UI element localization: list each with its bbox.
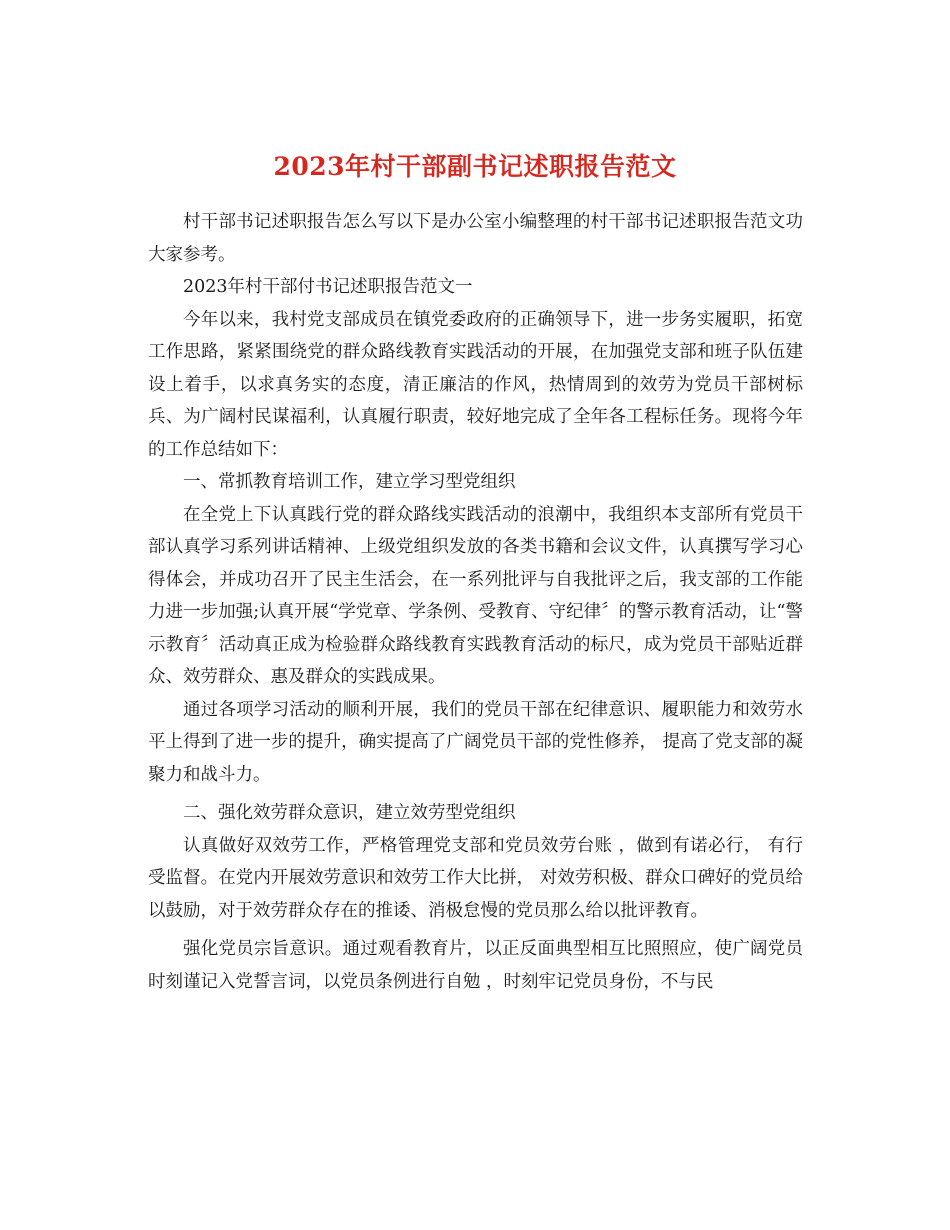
document-body: [148, 206, 803, 998]
paragraph-intro: 村干部书记述职报告怎么写以下是办公室小编整理的村干部书记述职报告范文功大家参考。: [148, 212, 803, 265]
section-heading-example-one: 2023年村干部付书记述职报告范文一: [183, 277, 473, 297]
paragraph-education: 在全党上下认真践行党的群众路线实践活动的浪潮中，我组织本支部所有党员干部认真学习系列讲话精神、上级党组织发放的各类书籍和会议文件，认真撰写学习心得体会，并成功召开了民主生活会，在一系列批评与自我批评之后，我支部的工作能力进一步加强;认真开展“学党章、学条例、受教育、守纪律〞的警示教育活动，让“警示教育〞活动真正成为检验群众路线教育实践教育活动的标尺，成为党员干部贴近群众、效劳群众、惠及群众的实践成果。: [148, 504, 803, 687]
paragraph-learning-results: 通过各项学习活动的顺利开展，我们的党员干部在纪律意识、履职能力和效劳水平上得到了进一步的提升，确实提高了广阔党员干部的党性修养， 提高了党支部的凝聚力和战斗力。: [148, 699, 803, 785]
document-title: 2023年村干部副书记述职报告范文: [273, 151, 677, 181]
paragraph-service: 认真做好双效劳工作，严格管理党支部和党员效劳台账 ，做到有诺必行， 有行受监督。在党内开展效劳意识和效劳工作大比拼， 对效劳积极、群众口碑好的党员给以鼓励，对于效劳群众存在的推诿、消极怠慢的党员那么给以批评教育。: [148, 835, 803, 921]
section-heading-service: 二、强化效劳群众意识，建立效劳型党组织: [183, 803, 516, 823]
paragraph-overview: 今年以来，我村党支部成员在镇党委政府的正确领导下，进一步务实履职，拓宽工作思路，紧紧围绕党的群众路线教育实践活动的开展，在加强党支部和班子队伍建设上着手，以求真务实的态度，清正廉洁的作风，热情周到的效劳为党员干部树标兵、为广阔村民谋福利，认真履行职责，较好地完成了全年各工程标任务。现将今年的工作总结如下：: [148, 309, 803, 460]
section-heading-education: 一、常抓教育培训工作，建立学习型党组织: [183, 472, 516, 492]
paragraph-purpose: 强化党员宗旨意识。通过观看教育片，以正反面典型相互比照照应，使广阔党员时刻谨记入党誓言词，以党员条例进行自勉 ，时刻牢记党员身份，不与民: [148, 939, 803, 992]
